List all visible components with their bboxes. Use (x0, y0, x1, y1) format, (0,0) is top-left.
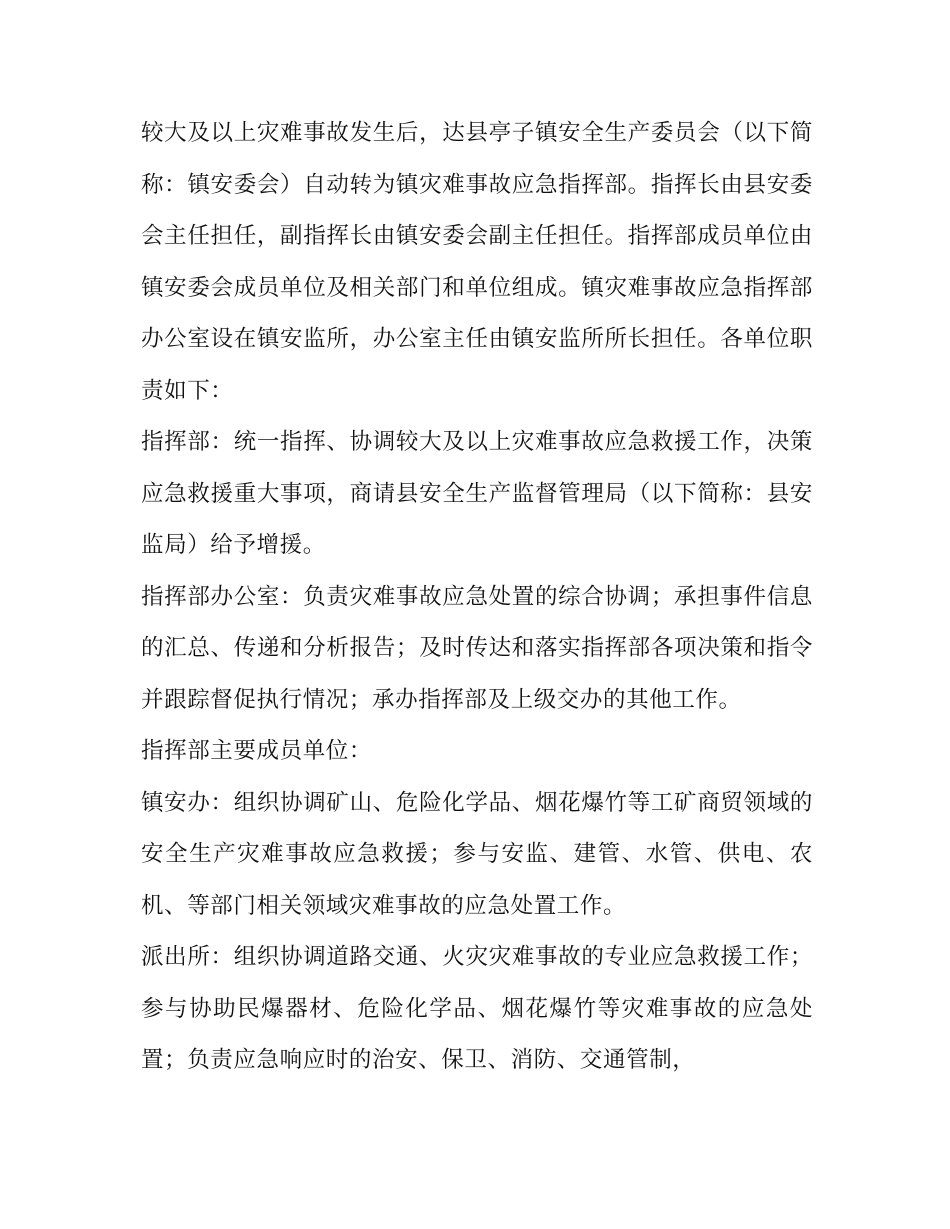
paragraph-town-safety-office: 镇安办：组织协调矿山、危险化学品、烟花爆竹等工矿商贸领域的安全生产灾难事故应急救援；参与安监、建管、水管、供电、农机、等部门相关领域灾难事故的应急处置工作。 (141, 789, 813, 919)
paragraph-police-station: 派出所：组织协调道路交通、火灾灾难事故的专业应急救援工作；参与协助民爆器材、危险化学品、烟花爆竹等灾难事故的应急处置；负责应急响应时的治安、保卫、消防、交通管制， (141, 944, 813, 1073)
paragraph-member-units-heading: 指挥部主要成员单位： (141, 738, 373, 764)
document-body (141, 108, 813, 1087)
paragraph-headquarters-office: 指挥部办公室：负责灾难事故应急处置的综合协调；承担事件信息的汇总、传递和分析报告；及时传达和落实指挥部各项决策和指令并跟踪督促执行情况；承办指挥部及上级交办的其他工作。 (141, 583, 813, 713)
paragraph-command-structure: 较大及以上灾难事故发生后，达县亭子镇安全生产委员会（以下简称：镇安委会）自动转为镇灾难事故应急指挥部。指挥长由县安委会主任担任，副指挥长由镇安委会副主任担任。指挥部成员单位由镇安委会成员单位及相关部门和单位组成。镇灾难事故应急指挥部办公室设在镇安监所，办公室主任由镇安监所所长担任。各单位职责如下： (141, 120, 813, 404)
paragraph-command-headquarters: 指挥部：统一指挥、协调较大及以上灾难事故应急救援工作，决策应急救援重大事项，商请县安全生产监督管理局（以下简称：县安监局）给予增援。 (141, 429, 813, 558)
